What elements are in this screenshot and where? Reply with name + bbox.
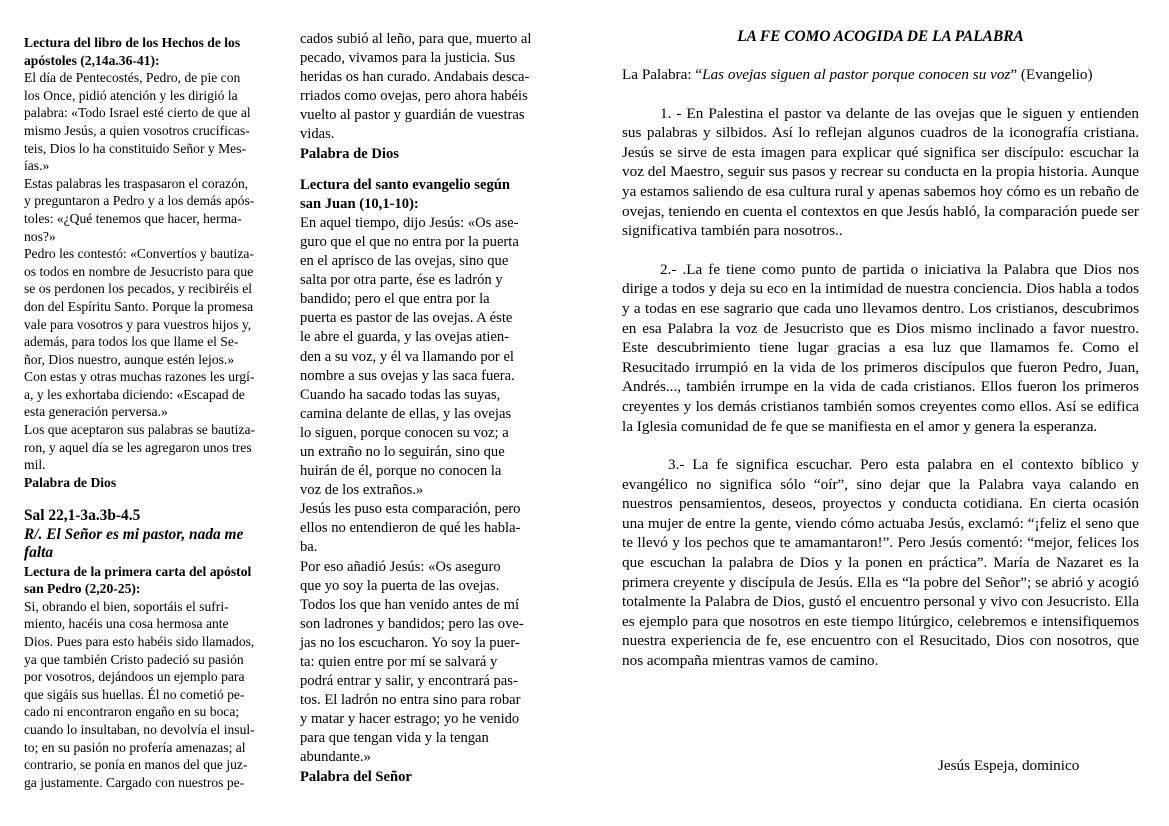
text-line: cuando lo insultaban, no devolvía el insul-: [24, 722, 255, 737]
text-line: den a su voz, y él va llamando por el: [300, 348, 514, 365]
text-line: un extraño no lo seguirán, sino que: [300, 443, 505, 460]
text-line: ya que también Cristo padeció su pasión: [24, 651, 244, 667]
text-line: ñor, Dios nuestro, aunque estén lejos.»: [24, 351, 235, 367]
paragraph-text: 2.- .La fe tiene como punto de partida o iniciativa la Palabra que Dios nos dirige a todos y deja su eco en la intimidad de nuestra conciencia. Dios habla a todos y a todas en ese sagrario que cada uno llevamos dentro. Los cristianos, descubrimos en esa Palabra la voz de Jesucristo que es Dios mismo inclinado a favor nuestro. Este descubrimiento tiene lugar gracias a esa luz que llamamos fe. Como el Resucitado irrumpió en la vida de los primeros discípulos que fueron Pedro, Juan, Andrés..., también irrumpe en la vida de cada cristianos. Ellos fueron los primeros creyentes y los demás cristianos también somos creyentes como ellos. Así se edifica la Iglesia comunidad de fe que se manifiesta en el amor y genera la esperanza.: [622, 260, 1139, 435]
paragraph-text: 1. - En Palestina el pastor va delante de las ovejas que le siguen y entienden sus palabras y silbidos. Así lo reflejan algunos cuadros de la iconografía cristiana. Jesús se sirve de esta imagen para explicar qué significa ser discípulo: escuchar la voz del Maestro, seguir sus pasos y recrear su conducta en la propia historia. Aunque ya estamos saliendo de esa cultura rural y apenas sabemos hoy cómo es un rebaño de ovejas, teniendo en cuenta el contextos en que Jesús habló, la comparación puede ser significativa también para nosotros..: [622, 104, 1139, 240]
text-line: rriados como ovejas, pero ahora habéis: [300, 88, 528, 105]
text-line: además, para todos los que llame el Se-: [24, 334, 239, 350]
text-line: vale para vosotros y para vuestros hijos y,: [24, 316, 252, 332]
text-line: jas no los escucharon. Yo soy la puer-: [300, 634, 520, 651]
column-readings-1: [24, 34, 286, 791]
reading1-end: Palabra de Dios: [24, 474, 117, 490]
text-line: ba.: [300, 539, 318, 556]
text-line: nos?»: [24, 228, 56, 244]
text-line: ías.»: [24, 158, 50, 174]
text-line: contrario, se ponía en manos del que juz-: [24, 757, 248, 773]
text-line: Por eso añadió Jesús: «Os aseguro: [300, 558, 501, 575]
column-reflection: [622, 28, 1139, 774]
reflection-paragraph-3: [622, 455, 1139, 671]
gospel-title-line: Lectura del santo evangelio según: [300, 176, 510, 193]
reading2-title-line: Lectura de la primera carta del apóstol: [24, 563, 252, 579]
text-line: nombre a sus ovejas y las saca fuera.: [300, 367, 515, 384]
text-line: voz de los extraños.»: [300, 482, 424, 499]
text-line: Con estas y otras muchas razones les urgí-: [24, 369, 255, 385]
text-line: puerta es pastor de las ovejas. A éste: [300, 310, 513, 327]
text-line: Los que aceptaron sus palabras se bautiza-: [24, 422, 256, 438]
text-line: ta: quien entre por mí se salvará y: [300, 654, 498, 670]
psalm-response: falta: [24, 544, 54, 562]
text-line: podrá entrar y salir, y encontrará pas-: [300, 673, 518, 690]
text-line: los Once, pidió atención y les dirigió la: [24, 87, 238, 103]
text-line: vuelto al pastor y guardián de vuestras: [300, 107, 525, 124]
psalm-reference: Sal 22,1-3a.3b-4.5: [24, 507, 141, 525]
reading1-text: [24, 69, 286, 474]
text-line: que yo soy la puerta de las ovejas.: [300, 577, 500, 594]
text-line: ron, y aquel día se les agregaron unos tres: [24, 439, 252, 455]
text-line: abundante.»: [300, 749, 371, 766]
reading2-title: [24, 563, 286, 598]
text-line: guro que el que no entra por la puerta: [300, 233, 519, 250]
reading2-title-line: san Pedro (2,20-25):: [24, 581, 141, 597]
intro-suffix: ” (Evangelio): [1010, 66, 1093, 83]
author-signature: Jesús Espeja, dominico: [938, 757, 1080, 774]
intro-quote: Las ovejas siguen al pastor porque conocen su voz: [702, 66, 1011, 83]
text-line: salta por otra parte, ése es ladrón y: [300, 272, 503, 289]
text-line: que sigáis sus huellas. Él no cometió pe-: [24, 686, 245, 702]
reading2-text: [24, 598, 286, 792]
text-line: Jesús les puso esta comparación, pero: [300, 501, 521, 518]
text-line: tos. El ladrón no entra sino para robar: [300, 692, 521, 709]
text-line: Pedro les contestó: «Convertíos y bautiza-: [24, 246, 254, 262]
text-line: Cuando ha sacado todas las suyas,: [300, 386, 501, 403]
gospel-text: [300, 214, 552, 768]
text-line: a, y les exhortaba diciendo: «Escapad de: [24, 386, 245, 402]
text-line: miento, hacéis una cosa hermosa ante: [24, 616, 229, 632]
text-line: en el aprisco de las ovejas, sino que: [300, 253, 509, 270]
text-line: camina delante de ellas, y las ovejas: [300, 405, 512, 422]
text-line: y preguntaron a Pedro y a los demás após-: [24, 193, 255, 209]
gospel-end: Palabra del Señor: [300, 768, 412, 785]
text-line: don del Espíritu Santo. Porque la promesa: [24, 298, 254, 314]
reading1-title: [24, 34, 286, 69]
reflection-paragraph-1: [622, 104, 1139, 241]
text-line: bandido; pero el que entra por la: [300, 291, 490, 308]
text-line: para que tengan vida y la tengan: [300, 730, 489, 747]
psalm-response: R/. El Señor es mi pastor, nada me: [24, 525, 244, 543]
text-line: Todos los que han venido antes de mí: [300, 596, 520, 613]
text-line: vidas.: [300, 126, 335, 143]
paragraph-text: 3.- La fe significa escuchar. Pero esta palabra en el contexto bíblico y evangélico no significa sólo “oír”, sino dejar que la Palabra vaya calando en nuestros pensamientos, deseos, proyectos y conducta cotidiana. En cierta ocasión una mujer de entre la gente, viendo cómo actuaba Jesús, exclamó: “¡feliz el seno que te llevó y los pechos que te amamantaron!”. Pero Jesús comentó: “mejor, felices los que escuchan la palabra de Dios y la ponen en práctica”. María de Nazaret es la primera creyente y discípula de Jesús. Ella es “la pobre del Señor”; se abrió y acogió totalmente la Palabra de Dios, gustó el encuentro personal y vivo con Jesucristo. Ella es ejemplo para que nosotros en este tiempo litúrgico, celebremos e intensifiquemos nuestra experiencia de fe, ese encuentro con el Resucitado, Dios con nosotros, que nos acompaña mientras vamos de camino.: [622, 456, 1139, 670]
gospel-title: [300, 176, 552, 214]
reading2-text-continued: [300, 30, 552, 145]
text-line: y matar y hacer estrago; yo he venido: [300, 711, 520, 728]
text-line: se os perdonen los pecados, y recibiréis el: [24, 281, 253, 297]
reading1-title-line: Lectura del libro de los Hechos de los: [24, 35, 241, 50]
text-line: lo siguen, porque conocen su voz; a: [300, 424, 509, 441]
text-line: ga justamente. Cargado con nuestros pe-: [24, 774, 245, 790]
text-line: cado ni encontraron engaño en su boca;: [24, 704, 240, 720]
reflection-intro: [622, 65, 1139, 85]
text-line: huirán de él, porque no conocen la: [300, 463, 502, 480]
text-line: heridas os han curado. Andabais desca-: [300, 69, 530, 86]
reflection-title: LA FE COMO ACOGIDA DE LA PALABRA: [737, 28, 1024, 45]
text-line: En aquel tiempo, dijo Jesús: «Os ase-: [300, 214, 519, 231]
reading2-end: Palabra de Dios: [300, 145, 399, 162]
text-line: teis, Dios lo ha constituido Señor y Mes-: [24, 140, 247, 156]
text-line: Estas palabras les traspasaron el corazón,: [24, 175, 249, 191]
text-line: pecado, vivamos para la justicia. Sus: [300, 50, 516, 67]
intro-prefix: La Palabra: “: [622, 66, 703, 83]
gospel-title-line: san Juan (10,1-10):: [300, 195, 419, 212]
text-line: Dios. Pues para esto habéis sido llamados,: [24, 634, 255, 650]
text-line: mismo Jesús, a quien vosotros crucificas-: [24, 122, 250, 138]
text-line: le abre el guarda, y las ovejas atien-: [300, 329, 510, 346]
text-line: esta generación perversa.»: [24, 404, 168, 420]
text-line: ellos no entendieron de qué les habla-: [300, 520, 521, 537]
text-line: El día de Pentecostés, Pedro, de pie con: [24, 70, 241, 86]
text-line: son ladrones y bandidos; pero las ove-: [300, 615, 524, 632]
text-line: toles: «¿Qué tenemos que hacer, herma-: [24, 210, 242, 226]
reflection-paragraph-2: [622, 260, 1139, 436]
text-line: cados subió al leño, para que, muerto al: [300, 31, 532, 47]
text-line: por vosotros, dejándoos un ejemplo para: [24, 669, 245, 685]
text-line: palabra: «Todo Israel esté cierto de que al: [24, 105, 251, 121]
text-line: mil.: [24, 457, 46, 473]
text-line: to; en su pasión no profería amenazas; al: [24, 739, 246, 755]
reading1-title-line: apóstoles (2,14a.36-41):: [24, 52, 160, 68]
column-readings-2: [300, 30, 552, 787]
text-line: os todos en nombre de Jesucristo para que: [24, 263, 254, 279]
text-line: Si, obrando el bien, soportáis el sufri-: [24, 598, 229, 614]
